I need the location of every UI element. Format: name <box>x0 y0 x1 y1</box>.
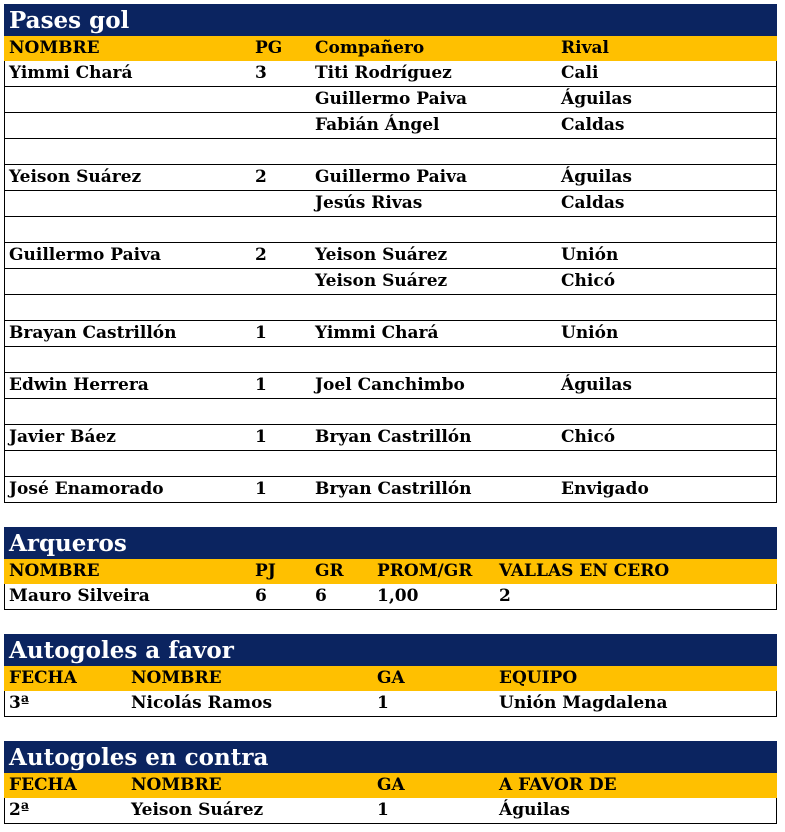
table-cell: Cali <box>561 63 599 83</box>
table-cell: 6 <box>315 586 327 606</box>
column-header: PJ <box>255 561 276 581</box>
table-cell: 1 <box>255 479 267 499</box>
table-row <box>4 61 777 87</box>
table-row <box>4 321 777 347</box>
table-row <box>4 425 777 451</box>
column-header: NOMBRE <box>131 668 222 688</box>
table-cell: Yimmi Chará <box>315 323 439 343</box>
table-cell: Joel Canchimbo <box>315 375 465 395</box>
table-row <box>4 477 777 503</box>
table-cell: 1 <box>255 375 267 395</box>
table-cell: Yeison Suárez <box>9 167 142 187</box>
table-row <box>4 798 777 824</box>
table-row <box>4 584 777 610</box>
table-row <box>4 217 777 243</box>
table-cell: Brayan Castrillón <box>9 323 177 343</box>
table-cell: 1 <box>377 693 389 713</box>
column-header: NOMBRE <box>9 561 100 581</box>
table-cell: Jesús Rivas <box>315 193 423 213</box>
table-autogoles-a-favor <box>4 634 777 717</box>
table-cell: Águilas <box>499 800 570 820</box>
column-header: Rival <box>561 38 609 58</box>
header-row <box>4 36 777 61</box>
column-header: NOMBRE <box>9 38 100 58</box>
table-row <box>4 139 777 165</box>
table-cell: Águilas <box>561 89 632 109</box>
table-arqueros <box>4 527 777 610</box>
table-cell: 1,00 <box>377 586 419 606</box>
column-header: GR <box>315 561 344 581</box>
table-cell: Titi Rodríguez <box>315 63 452 83</box>
table-autogoles-en-contra <box>4 741 777 824</box>
table-cell: Guillermo Paiva <box>315 167 467 187</box>
table-cell: José Enamorado <box>9 479 164 499</box>
table-row <box>4 373 777 399</box>
table-cell: 1 <box>255 427 267 447</box>
table-cell: Bryan Castrillón <box>315 479 472 499</box>
table-row <box>4 347 777 373</box>
table-cell: Yeison Suárez <box>315 271 448 291</box>
table-cell: Caldas <box>561 115 625 135</box>
column-header: GA <box>377 668 405 688</box>
table-row <box>4 691 777 717</box>
table-cell: Unión <box>561 323 619 343</box>
table-cell: 3ª <box>9 693 30 713</box>
table-cell: Nicolás Ramos <box>131 693 273 713</box>
table-row <box>4 399 777 425</box>
table-cell: Yimmi Chará <box>9 63 133 83</box>
column-header: FECHA <box>9 668 77 688</box>
table-title: Autogoles a favor <box>4 634 777 666</box>
column-header: VALLAS EN CERO <box>499 561 670 581</box>
table-cell: Guillermo Paiva <box>9 245 161 265</box>
table-cell: Bryan Castrillón <box>315 427 472 447</box>
table-cell: 3 <box>255 63 267 83</box>
column-header: NOMBRE <box>131 775 222 795</box>
table-cell: 2ª <box>9 800 30 820</box>
table-cell: Unión Magdalena <box>499 693 668 713</box>
table-cell: Envigado <box>561 479 649 499</box>
table-row <box>4 295 777 321</box>
table-cell: Edwin Herrera <box>9 375 149 395</box>
column-header: Compañero <box>315 38 425 58</box>
table-cell: Fabián Ángel <box>315 115 440 135</box>
table-title: Arqueros <box>4 527 777 559</box>
table-cell: Águilas <box>561 375 632 395</box>
table-title: Pases gol <box>4 4 777 36</box>
table-row <box>4 243 777 269</box>
table-row <box>4 113 777 139</box>
table-cell: Yeison Suárez <box>315 245 448 265</box>
table-cell: Yeison Suárez <box>131 800 264 820</box>
table-row <box>4 191 777 217</box>
table-cell: Javier Báez <box>9 427 116 447</box>
table-cell: Chicó <box>561 427 616 447</box>
table-cell: 2 <box>255 167 267 187</box>
column-header: FECHA <box>9 775 77 795</box>
table-row <box>4 269 777 295</box>
table-cell: 1 <box>255 323 267 343</box>
column-header: GA <box>377 775 405 795</box>
table-pases-gol <box>4 4 777 503</box>
table-cell: Guillermo Paiva <box>315 89 467 109</box>
table-title: Autogoles en contra <box>4 741 777 773</box>
table-cell: Águilas <box>561 167 632 187</box>
header-row <box>4 666 777 691</box>
header-row <box>4 559 777 584</box>
table-row <box>4 451 777 477</box>
column-header: A FAVOR DE <box>499 775 617 795</box>
table-row <box>4 87 777 113</box>
column-header: PROM/GR <box>377 561 473 581</box>
table-row <box>4 165 777 191</box>
table-cell: 1 <box>377 800 389 820</box>
table-cell: Chicó <box>561 271 616 291</box>
column-header: PG <box>255 38 283 58</box>
column-header: EQUIPO <box>499 668 578 688</box>
table-cell: Unión <box>561 245 619 265</box>
table-cell: 6 <box>255 586 267 606</box>
table-cell: 2 <box>499 586 511 606</box>
table-cell: Mauro Silveira <box>9 586 150 606</box>
table-cell: Caldas <box>561 193 625 213</box>
table-cell: 2 <box>255 245 267 265</box>
header-row <box>4 773 777 798</box>
